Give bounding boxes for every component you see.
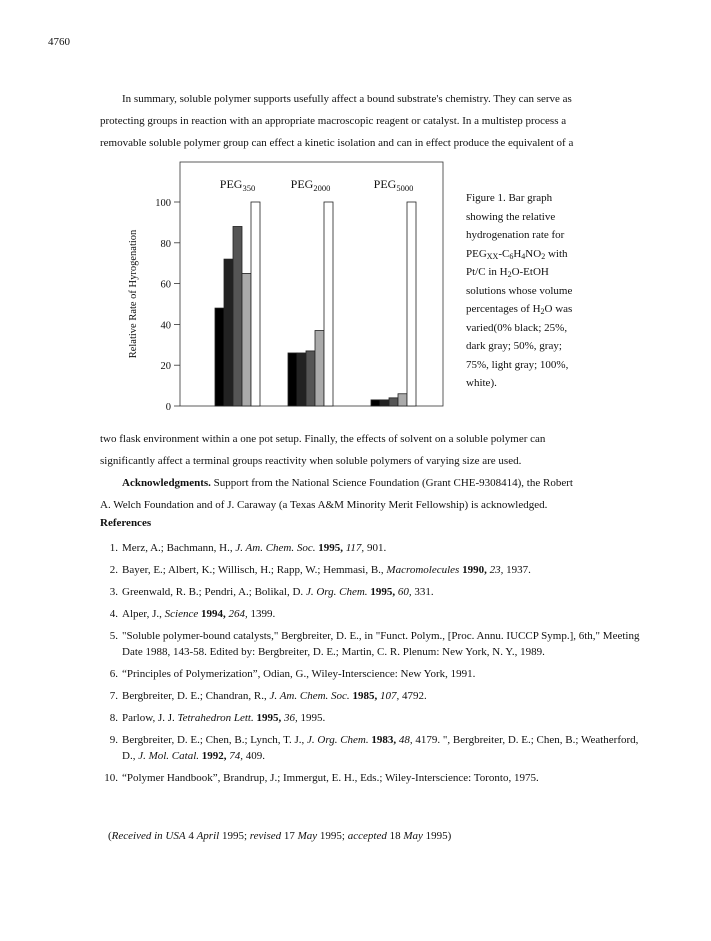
reference-item: 6. “Principles of Polymerization”, Odian, G., Wiley-Interscience: New York, 1991. xyxy=(109,668,476,680)
y-tick-label: 40 xyxy=(160,320,171,332)
caption-line: $PEG_{XX}-C_6H_4NO_2$ with xyxy=(466,247,568,261)
acknowledgments-line: Acknowledgments. Support from the National Science Foundation (Grant CHE-9308414), the Robert xyxy=(122,477,573,489)
bar xyxy=(380,400,389,406)
reference-item: 9. Bergbreiter, D. E.; Chen, B.; Lynch, T. J., J. Org. Chem. 1983, 48, 4179. ", Bergbreiter, D. E.; Chen, B.; Weatherford, D., J. Mol. Catal. 1992, 74, 409. xyxy=(109,734,639,762)
group-label: $PEG_{2000}$ xyxy=(290,177,331,193)
caption-line: 75%, light gray; 100%, xyxy=(466,358,569,371)
reference-item: 4. Alper, J., Science 1994, 264, 1399. xyxy=(109,608,276,620)
reference-item: 1. Merz, A.; Bachmann, H., J. Am. Chem. Soc. 1995, 117, 901. xyxy=(109,542,387,554)
body-paragraph xyxy=(100,428,640,516)
bar xyxy=(251,202,260,406)
reference-item: 10. “Polymer Handbook”, Brandrup, J.; Immergut, E. H., Eds.; Wiley-Interscience: Toronto, 1975. xyxy=(104,772,539,784)
bar xyxy=(233,226,242,406)
caption-line: Pt/C in $H_2O$-EtOH xyxy=(466,266,549,279)
reference-item: 3. Greenwald, R. B.; Pendri, A.; Bolikal, D. J. Org. Chem. 1995, 60, 331. xyxy=(109,586,434,598)
intro-line: removable soluble polymer group can effect a kinetic isolation and can in effect produce the equivalent of a xyxy=(100,137,574,149)
received-dates: (Received in USA 4 April 1995; revised 17 May 1995; accepted 18 May 1995) xyxy=(108,830,452,842)
bar xyxy=(215,308,224,406)
y-tick-label: 60 xyxy=(160,279,171,291)
bar xyxy=(371,400,380,406)
caption-line: varied(0% black; 25%, xyxy=(466,321,568,334)
body-line: two flask environment within a one pot setup. Finally, the effects of solvent on a soluble polymer can xyxy=(100,433,546,445)
caption-line: Figure 1. Bar graph xyxy=(466,192,553,204)
reference-list xyxy=(100,540,640,792)
references-heading: References xyxy=(100,517,152,529)
y-tick-label: 100 xyxy=(155,198,171,209)
caption-line: white). xyxy=(466,377,497,389)
intro-line: In summary, soluble polymer supports usefully affect a bound substrate's chemistry. They can serve as xyxy=(122,93,572,105)
bar xyxy=(242,273,251,406)
bar xyxy=(297,353,306,406)
y-axis-label: Relative Rate of Hyrogenation xyxy=(128,229,139,359)
bar-chart xyxy=(130,158,450,420)
bar xyxy=(224,259,233,406)
caption-line: showing the relative xyxy=(466,210,556,223)
body-line: significantly affect a terminal groups reactivity when soluble polymers of varying size are used. xyxy=(100,455,522,467)
bar xyxy=(315,331,324,406)
reference-item: 8. Parlow, J. J. Tetrahedron Lett. 1995, 36, 1995. xyxy=(109,712,326,724)
y-tick-label: 80 xyxy=(160,238,171,250)
caption-line: dark gray; 50%, gray; xyxy=(466,340,562,352)
figure-caption xyxy=(466,189,636,393)
bar xyxy=(389,398,398,406)
acknowledgments-line: A. Welch Foundation and of J. Caraway (a Texas A&M Minority Merit Fellowship) is acknowledged. xyxy=(100,499,548,511)
reference-item: 7. Bergbreiter, D. E.; Chandran, R., J. Am. Chem. Soc. 1985, 107, 4792. xyxy=(109,690,427,702)
caption-line: percentages of $H_2O$ was xyxy=(466,303,573,316)
group-label: $PEG_{5000}$ xyxy=(373,177,414,193)
caption-line: solutions whose volume xyxy=(466,284,573,297)
reference-item: 2. Bayer, E.; Albert, K.; Willisch, H.; Rapp, W.; Hemmasi, B., Macromolecules 1990, 23, 1937. xyxy=(109,564,531,576)
group-label: $PEG_{350}$ xyxy=(219,177,256,193)
bar xyxy=(306,351,315,406)
caption-line: hydrogenation rate for xyxy=(466,229,565,241)
bar xyxy=(324,202,333,406)
y-tick-label: 0 xyxy=(165,402,171,413)
acknowledgments-label: Acknowledgments. xyxy=(122,477,211,489)
bar xyxy=(407,202,416,406)
page-number: 4760 xyxy=(48,36,70,48)
bar xyxy=(398,394,407,406)
intro-line: protecting groups in reaction with an appropriate macroscopic reagent or catalyst. In a multistep process a xyxy=(100,115,567,127)
intro-paragraph xyxy=(100,88,640,154)
y-tick-label: 20 xyxy=(160,361,171,373)
bar xyxy=(288,353,297,406)
reference-item: 5. "Soluble polymer-bound catalysts," Bergbreiter, D. E., in "Funct. Polym., [Proc. Annu. IUCCP Symp.], 6th," Meeting Date 1988, 143-58. Edited by: Bergbreiter, D. E.; Martin, C. R. Plenum: New York, N. Y., 1989. xyxy=(109,630,640,658)
